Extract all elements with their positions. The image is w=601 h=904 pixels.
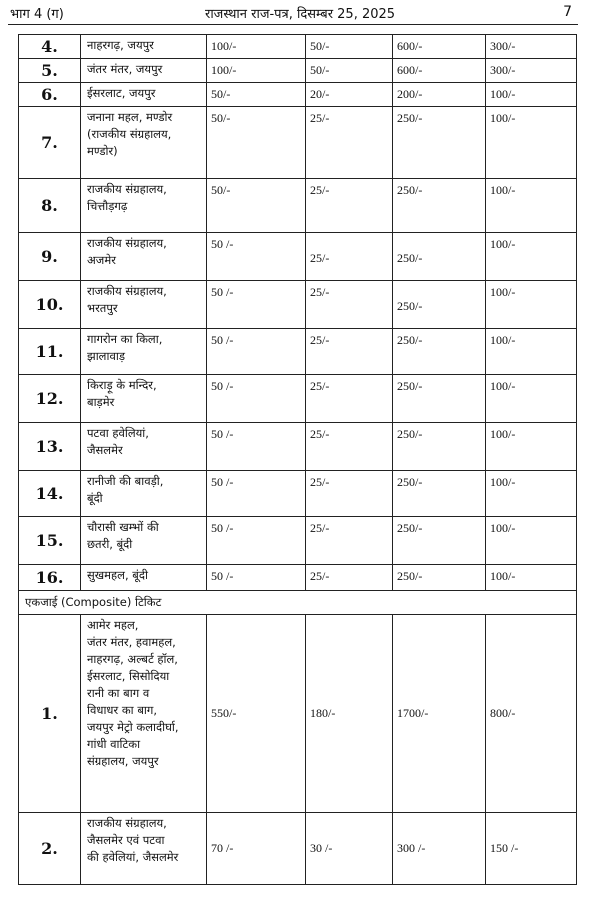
- monument-name-line: मण्डोर): [87, 144, 118, 158]
- table-row: [19, 233, 577, 281]
- fee-cell: [486, 615, 577, 813]
- monument-name-line: अजमेर: [87, 253, 116, 267]
- monument-name-line: जयपुर मेट्रो कलादीर्घा,: [87, 720, 179, 734]
- table-row: [19, 83, 577, 107]
- fee-value: 25/-: [310, 111, 330, 125]
- fee-value: 250/-: [397, 379, 423, 393]
- fee-value: 100/-: [490, 237, 516, 251]
- fee-cell: [393, 423, 486, 471]
- serial-number: 16.: [19, 565, 81, 591]
- table-row: [19, 471, 577, 517]
- fee-value: 25/-: [310, 475, 330, 489]
- fee-value: 25/-: [310, 427, 330, 441]
- fee-value: 600/-: [397, 39, 423, 53]
- fee-value: 50 /-: [211, 427, 234, 441]
- fee-value: 150 /-: [490, 841, 519, 855]
- fee-value: 20/-: [310, 87, 330, 101]
- fee-cell: [486, 517, 577, 565]
- fee-cell: [486, 107, 577, 179]
- fee-value: 70 /-: [211, 841, 234, 855]
- monument-name-line: रानीजी की बावड़ी,: [87, 474, 164, 488]
- monument-name-line: गांधी वाटिका: [87, 737, 141, 751]
- fee-value: 100/-: [490, 475, 516, 489]
- monument-name-line: भरतपुर: [87, 301, 118, 315]
- fee-cell: [207, 59, 306, 83]
- serial-number: 11.: [19, 329, 81, 375]
- fee-value: 25/-: [310, 285, 330, 299]
- serial-number: 2.: [19, 813, 81, 885]
- page-number: 7: [563, 4, 572, 20]
- monument-name-line: बूंदी: [87, 491, 103, 505]
- fee-value: 100/-: [490, 521, 516, 535]
- fee-cell: [207, 813, 306, 885]
- monument-name: [81, 107, 207, 179]
- fee-cell: [306, 615, 393, 813]
- fee-cell: [207, 517, 306, 565]
- serial-number: 15.: [19, 517, 81, 565]
- fee-cell: [393, 107, 486, 179]
- fee-cell: [486, 233, 577, 281]
- serial-number: 14.: [19, 471, 81, 517]
- composite-section-row: [19, 591, 577, 615]
- page-header: [10, 4, 572, 24]
- fee-value: 1700/-: [397, 706, 429, 720]
- fee-cell: [306, 423, 393, 471]
- fee-cell: [207, 375, 306, 423]
- fee-value: 250/-: [397, 111, 423, 125]
- table-row: [19, 281, 577, 329]
- fee-cell: [207, 83, 306, 107]
- fee-value: 250/-: [397, 475, 423, 489]
- fee-value: 250/-: [397, 251, 423, 265]
- fee-value: 100/-: [490, 379, 516, 393]
- monument-name: [81, 375, 207, 423]
- table-row: [19, 813, 577, 885]
- monument-name-line: जैसलमेर: [87, 443, 123, 457]
- fee-value: 250/-: [397, 521, 423, 535]
- fee-value: 100/-: [490, 569, 516, 583]
- serial-number: 9.: [19, 233, 81, 281]
- monument-name-line: (राजकीय संग्रहालय,: [87, 127, 172, 141]
- monument-name-line: चौरासी खम्भों की: [87, 520, 159, 534]
- monument-name: [81, 329, 207, 375]
- monument-name-line: रानी का बाग व: [87, 686, 150, 700]
- monument-name: [81, 59, 207, 83]
- table-row: [19, 59, 577, 83]
- monument-name-line: राजकीय संग्रहालय,: [87, 816, 167, 830]
- fee-cell: [207, 471, 306, 517]
- fee-value: 25/-: [310, 333, 330, 347]
- monument-name: [81, 615, 207, 813]
- fee-cell: [306, 565, 393, 591]
- fee-cell: [393, 615, 486, 813]
- fee-cell: [393, 59, 486, 83]
- fee-value: 50/-: [310, 39, 330, 53]
- fee-cell: [207, 179, 306, 233]
- fee-value: 100/-: [211, 39, 237, 53]
- monument-name: [81, 565, 207, 591]
- fee-cell: [486, 281, 577, 329]
- table-row: [19, 423, 577, 471]
- monument-name-line: विधाधर का बाग,: [87, 703, 157, 717]
- fee-value: 50 /-: [211, 237, 234, 251]
- monument-name-line: छतरी, बूंदी: [87, 537, 133, 551]
- monument-name: [81, 83, 207, 107]
- table-row: [19, 179, 577, 233]
- fee-value: 250/-: [397, 183, 423, 197]
- fee-value: 50 /-: [211, 285, 234, 299]
- gazette-title: राजस्थान राज-पत्र, दिसम्बर 25, 2025: [205, 7, 396, 22]
- fee-cell: [306, 329, 393, 375]
- monument-name: [81, 233, 207, 281]
- fee-cell: [393, 813, 486, 885]
- fee-cell: [393, 517, 486, 565]
- fee-value: 50/-: [211, 183, 231, 197]
- fee-value: 250/-: [397, 427, 423, 441]
- fee-value: 100/-: [490, 285, 516, 299]
- fee-value: 100/-: [490, 427, 516, 441]
- fee-cell: [486, 35, 577, 59]
- serial-number: 1.: [19, 615, 81, 813]
- fee-value: 180/-: [310, 706, 336, 720]
- fee-cell: [306, 59, 393, 83]
- fee-cell: [486, 471, 577, 517]
- fee-value: 100/-: [490, 333, 516, 347]
- fee-value: 250/-: [397, 569, 423, 583]
- fee-cell: [306, 517, 393, 565]
- fee-value: 250/-: [397, 333, 423, 347]
- fee-value: 100/-: [211, 63, 237, 77]
- fee-cell: [306, 375, 393, 423]
- fee-value: 50/-: [310, 63, 330, 77]
- fee-value: 250/-: [397, 299, 423, 313]
- table-row: [19, 565, 577, 591]
- monument-name-line: ईसरलाट, सिसोदिया: [87, 669, 170, 683]
- fee-cell: [486, 59, 577, 83]
- fee-cell: [207, 35, 306, 59]
- monument-name: [81, 813, 207, 885]
- fee-cell: [393, 565, 486, 591]
- composite-heading: एकजाई (Composite) टिकिट: [19, 591, 577, 615]
- fee-value: 30 /-: [310, 841, 333, 855]
- fee-cell: [486, 423, 577, 471]
- fee-value: 100/-: [490, 183, 516, 197]
- monument-name: [81, 471, 207, 517]
- fee-cell: [207, 329, 306, 375]
- monument-name-line: नाहरगढ़, अल्बर्ट हॉल,: [87, 652, 178, 666]
- monument-name-line: जैसलमेर एवं पटवा: [87, 833, 165, 847]
- fee-cell: [306, 281, 393, 329]
- fee-cell: [306, 813, 393, 885]
- fee-value: 25/-: [310, 251, 330, 265]
- fee-cell: [486, 813, 577, 885]
- fee-value: 100/-: [490, 87, 516, 101]
- monument-name: [81, 179, 207, 233]
- fee-cell: [207, 233, 306, 281]
- table-row: [19, 329, 577, 375]
- monument-name-line: किराड़ू के मन्दिर,: [87, 378, 157, 392]
- monument-name-line: चित्तौड़गढ़: [87, 199, 128, 213]
- fee-cell: [306, 35, 393, 59]
- serial-number: 12.: [19, 375, 81, 423]
- monument-name-line: राजकीय संग्रहालय,: [87, 182, 167, 196]
- fee-cell: [486, 565, 577, 591]
- gazette-part: भाग 4 (ग): [10, 7, 64, 22]
- fee-cell: [393, 83, 486, 107]
- serial-number: 8.: [19, 179, 81, 233]
- fee-value: 300 /-: [397, 841, 426, 855]
- fee-value: 300/-: [490, 63, 516, 77]
- monument-name-line: जंतर मंतर, हवामहल,: [87, 635, 176, 649]
- monument-name-line: आमेर महल,: [87, 618, 139, 632]
- fee-value: 25/-: [310, 183, 330, 197]
- monument-name-line: नाहरगढ़, जयपुर: [87, 38, 154, 52]
- monument-name: [81, 35, 207, 59]
- fee-cell: [393, 179, 486, 233]
- fee-cell: [306, 179, 393, 233]
- monument-name-line: राजकीय संग्रहालय,: [87, 236, 167, 250]
- fee-cell: [393, 471, 486, 517]
- fee-value: 25/-: [310, 569, 330, 583]
- fee-value: 25/-: [310, 379, 330, 393]
- fee-cell: [207, 107, 306, 179]
- fee-value: 50 /-: [211, 569, 234, 583]
- serial-number: 7.: [19, 107, 81, 179]
- fee-value: 800/-: [490, 706, 516, 720]
- fee-value: 550/-: [211, 706, 237, 720]
- monument-name-line: गागरोन का किला,: [87, 332, 163, 346]
- fee-cell: [306, 471, 393, 517]
- serial-number: 4.: [19, 35, 81, 59]
- serial-number: 5.: [19, 59, 81, 83]
- serial-number: 13.: [19, 423, 81, 471]
- fee-cell: [486, 375, 577, 423]
- serial-number: 10.: [19, 281, 81, 329]
- fee-cell: [393, 281, 486, 329]
- monument-name-line: जनाना महल, मण्डोर: [87, 110, 173, 124]
- fee-table: [18, 34, 577, 885]
- fee-value: 300/-: [490, 39, 516, 53]
- monument-name-line: पटवा हवेलियां,: [87, 426, 149, 440]
- fee-value: 600/-: [397, 63, 423, 77]
- monument-name-line: सुखमहल, बूंदी: [87, 568, 148, 582]
- fee-cell: [486, 179, 577, 233]
- table-row: [19, 107, 577, 179]
- monument-name-line: राजकीय संग्रहालय,: [87, 284, 167, 298]
- serial-number: 6.: [19, 83, 81, 107]
- monument-name: [81, 281, 207, 329]
- fee-value: 50 /-: [211, 521, 234, 535]
- fee-cell: [207, 281, 306, 329]
- monument-name-line: की हवेलियां, जैसलमेर: [87, 850, 179, 864]
- fee-value: 50 /-: [211, 379, 234, 393]
- monument-name: [81, 517, 207, 565]
- monument-name-line: बाड़मेर: [87, 395, 115, 409]
- table-row: [19, 375, 577, 423]
- fee-value: 50/-: [211, 87, 231, 101]
- fee-cell: [306, 107, 393, 179]
- fee-cell: [393, 375, 486, 423]
- table-row: [19, 615, 577, 813]
- monument-name-line: संग्रहालय, जयपुर: [87, 754, 159, 768]
- fee-cell: [393, 35, 486, 59]
- fee-value: 50 /-: [211, 333, 234, 347]
- monument-name-line: ईसरलाट, जयपुर: [87, 86, 156, 100]
- fee-value: 100/-: [490, 111, 516, 125]
- fee-value: 200/-: [397, 87, 423, 101]
- monument-name: [81, 423, 207, 471]
- fee-cell: [486, 83, 577, 107]
- monument-name-line: जंतर मंतर, जयपुर: [87, 62, 163, 76]
- fee-cell: [306, 233, 393, 281]
- fee-cell: [207, 615, 306, 813]
- fee-cell: [486, 329, 577, 375]
- fee-cell: [207, 565, 306, 591]
- fee-cell: [207, 423, 306, 471]
- fee-value: 50 /-: [211, 475, 234, 489]
- fee-value: 25/-: [310, 521, 330, 535]
- fee-cell: [306, 83, 393, 107]
- fee-cell: [393, 329, 486, 375]
- fee-value: 50/-: [211, 111, 231, 125]
- fee-cell: [393, 233, 486, 281]
- monument-name-line: झालावाड़: [87, 349, 125, 363]
- table-row: [19, 517, 577, 565]
- header-rule: [8, 24, 578, 25]
- table-row: [19, 35, 577, 59]
